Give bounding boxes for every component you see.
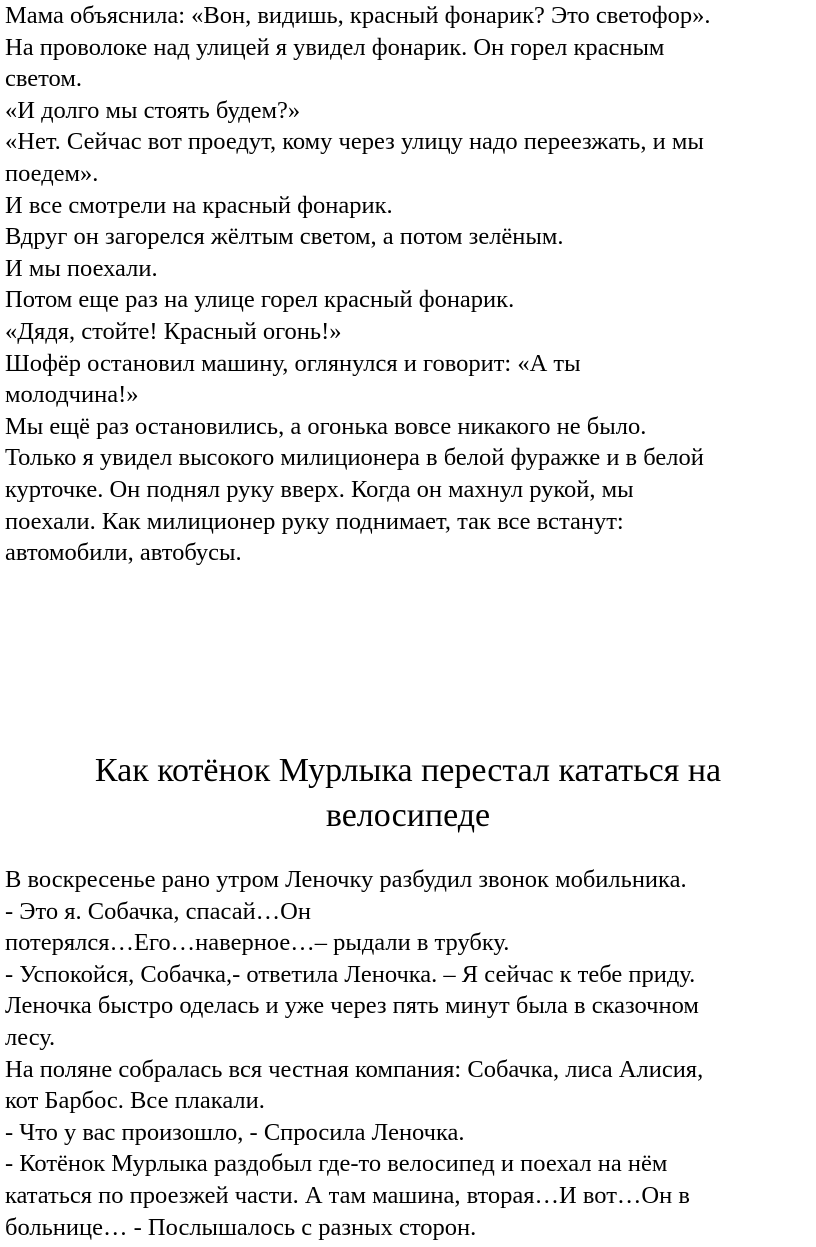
story-title	[0, 748, 816, 838]
text-line: молодчина!»	[5, 381, 139, 409]
story-title-line2: велосипеде	[325, 797, 491, 834]
text-line: И мы поехали.	[5, 254, 158, 282]
text-line: И все смотрели на красный фонарик.	[5, 191, 393, 219]
text-line: - Это я. Собачка, спасай…Он	[5, 897, 311, 925]
text-line: лесу.	[5, 1023, 56, 1051]
text-line: В воскресенье рано утром Леночку разбудил звонок мобильника.	[5, 866, 687, 893]
text-line: кататься по проезжей части. А там машина, вторая…И вот…Он в	[5, 1181, 690, 1209]
text-line: «Дядя, стойте! Красный огонь!»	[5, 317, 342, 345]
text-line: - Что у вас произошло, - Спросила Леночка.	[5, 1118, 465, 1146]
story-text-part2	[5, 864, 811, 1243]
text-line: Шофёр остановил машину, оглянулся и говорит: «А ты	[5, 349, 581, 377]
text-line: Только я увидел высокого милиционера в белой фуражке и в белой	[5, 444, 704, 472]
text-line: На проволоке над улицей я увидел фонарик. Он горел красным	[5, 33, 665, 61]
text-line: Мы ещё раз остановились, а огонька вовсе никакого не было.	[5, 412, 647, 440]
text-line: поедем».	[5, 159, 99, 187]
text-line: Мама объяснила: «Вон, видишь, красный фонарик? Это светофор».	[5, 2, 711, 29]
text-line: кот Барбос. Все плакали.	[5, 1087, 265, 1115]
text-line: Потом еще раз на улице горел красный фонарик.	[5, 286, 515, 314]
story-title-line1: Как котёнок Мурлыка перестал кататься на	[94, 752, 722, 789]
text-line: «И долго мы стоять будем?»	[5, 96, 301, 124]
text-line: «Нет. Сейчас вот проедут, кому через улицу надо переезжать, и мы	[5, 128, 704, 156]
text-line: курточке. Он поднял руку вверх. Когда он махнул рукой, мы	[5, 475, 634, 503]
text-line: Леночка быстро оделась и уже через пять минут была в сказочном	[5, 992, 699, 1020]
text-line: светом.	[5, 65, 82, 93]
text-line: - Котёнок Мурлыка раздобыл где-то велосипед и поехал на нём	[5, 1150, 668, 1178]
text-line: потерялся…Его…наверное…– рыдали в трубку.	[5, 929, 510, 957]
text-line: автомобили, автобусы.	[5, 539, 242, 567]
story-text-part1	[5, 0, 811, 569]
text-line: Вдруг он загорелся жёлтым светом, а потом зелёным.	[5, 223, 564, 251]
text-line: поехали. Как милиционер руку поднимает, так все встанут:	[5, 507, 624, 535]
text-line: - Успокойся, Собачка,- ответила Леночка. – Я сейчас к тебе приду.	[5, 960, 696, 988]
text-line: больнице… - Послышалось с разных сторон.	[5, 1213, 477, 1241]
text-line: На поляне собралась вся честная компания: Собачка, лиса Алисия,	[5, 1055, 704, 1083]
